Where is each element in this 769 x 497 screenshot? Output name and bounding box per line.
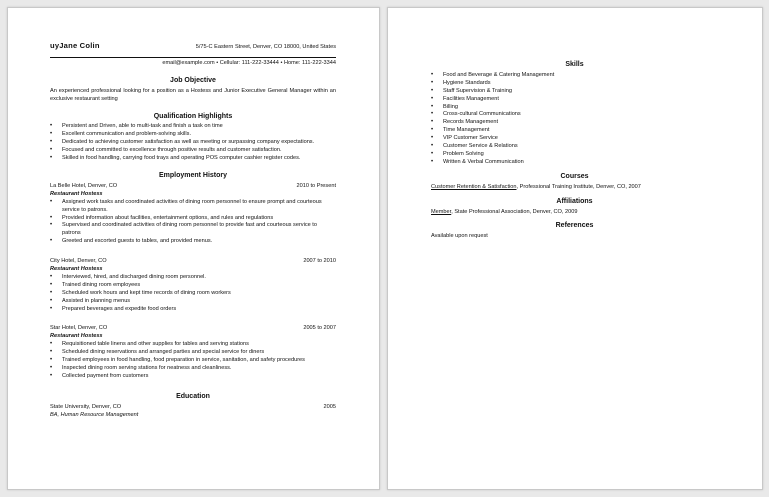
job-dates: 2010 to Present: [296, 182, 336, 189]
job-duties: [50, 199, 336, 246]
job-header: [50, 325, 336, 333]
duty-item: • Prepared beverages and expedite food orders: [50, 306, 336, 314]
job-header: [50, 258, 336, 266]
duty-item: • Provided information about facilities, entertainment options, and rules and regulations: [50, 215, 336, 223]
resume-page-2: [387, 7, 763, 490]
qualification-item: • Skilled in food handling, carrying food trays and operating POS computer cashier register codes.: [50, 155, 336, 163]
qualifications-list: [50, 123, 336, 163]
duty-item: • Interviewed, hired, and discharged dining room personnel.: [50, 274, 336, 282]
header-row: [50, 42, 336, 52]
skill-item: • Billing: [431, 104, 718, 112]
duty-item: • Supervised and coordinated activities of dining room personnel to provide fast and courteous service to patrons: [50, 222, 336, 238]
references-heading: References: [555, 222, 594, 230]
job-entry: [50, 325, 336, 380]
objective-heading: Job Objective: [170, 76, 216, 84]
job-place: Star Hotel, Denver, CO: [50, 325, 108, 332]
affiliations-heading: Affiliations: [556, 197, 593, 205]
skills-list: [431, 72, 718, 167]
skill-item: • Staff Supervision & Training: [431, 88, 718, 96]
qualifications-heading: Qualification Highlights: [153, 112, 233, 120]
duty-item: • Requisitioned table linens and other supplies for tables and serving stations: [50, 341, 336, 349]
objective-text: An experienced professional looking for a position as a Hostess and Junior Executive General Manager within an exclusive restaurant setting: [50, 87, 336, 102]
job-entry: [50, 258, 336, 313]
job-dates: 2007 to 2010: [303, 258, 336, 265]
education-heading: Education: [176, 392, 210, 400]
duty-item: • Trained employees in food handling, food preparation in service, sanitation, and safety procedures: [50, 357, 336, 365]
affiliation-entry: [431, 209, 718, 217]
skill-item: • Facilities Management: [431, 96, 718, 104]
affiliation-detail: , State Professional Association, Denver, CO, 2009: [451, 208, 578, 215]
qualification-item: • Dedicated to achieving customer satisfaction as well as meeting or surpassing company expectations.: [50, 139, 336, 147]
job-role: Restaurant Hostess: [50, 333, 103, 340]
skill-item: • Records Management: [431, 119, 718, 127]
course-entry: [431, 184, 718, 192]
job-duties: [50, 341, 336, 381]
skill-item: • VIP Customer Service: [431, 135, 718, 143]
job-place: La Belle Hotel, Denver, CO: [50, 182, 118, 189]
contact-line: email@example.com • Cellular: 111-222-33444 • Home: 111-222-3344: [162, 59, 336, 66]
duty-item: • Scheduled dining reservations and arranged parties and special service for diners: [50, 349, 336, 357]
skill-item: • Hygiene Standards: [431, 80, 718, 88]
job-header: [50, 183, 336, 191]
job-duties: [50, 274, 336, 314]
job-entry: [50, 183, 336, 246]
page-2-content: [431, 61, 718, 241]
duty-item: • Inspected dining room serving stations for neatness and cleanliness.: [50, 365, 336, 373]
skill-item: • Written & Verbal Communication: [431, 159, 718, 167]
education-year: 2005: [323, 403, 336, 410]
course-name: Customer Retention & Satisfaction: [431, 183, 517, 190]
duty-item: • Collected payment from customers: [50, 373, 336, 381]
duty-item: • Assigned work tasks and coordinated activities of dining room personnel to ensure prompt and courteous service to patrons.: [50, 199, 336, 215]
candidate-name: uyJane Colin: [50, 41, 100, 50]
skill-item: • Time Management: [431, 127, 718, 135]
skill-item: • Cross-cultural Communications: [431, 111, 718, 119]
qualification-item: • Excellent communication and problem-solving skills.: [50, 131, 336, 139]
skills-heading: Skills: [565, 61, 584, 68]
duty-item: • Assisted in planning menus: [50, 298, 336, 306]
references-text: Available upon request: [431, 233, 488, 240]
candidate-address: 5/75-C Eastern Street, Denver, CO 18000, United States: [195, 44, 336, 50]
duty-item: • Scheduled work hours and kept time records of dining room workers: [50, 290, 336, 298]
skill-item: • Food and Beverage & Catering Management: [431, 72, 718, 80]
job-place: City Hotel, Denver, CO: [50, 258, 107, 265]
qualification-item: • Persistent and Driven, able to multi-task and finish a task on time: [50, 123, 336, 131]
page-1-content: [50, 42, 336, 420]
skill-item: • Problem Solving: [431, 151, 718, 159]
job-role: Restaurant Hostess: [50, 266, 103, 273]
job-dates: 2005 to 2007: [303, 325, 336, 332]
employment-heading: Employment History: [158, 171, 228, 179]
duty-item: • Trained dining room employees: [50, 282, 336, 290]
qualification-item: • Focused and committed to excellence through positive results and customer satisfaction.: [50, 147, 336, 155]
header-divider: [50, 57, 336, 58]
courses-heading: Courses: [560, 172, 589, 180]
education-degree: BA, Human Resource Management: [50, 411, 139, 418]
education-row: [50, 404, 336, 412]
duty-item: • Greeted and escorted guests to tables, and provided menus.: [50, 238, 336, 246]
education-school: State University, Denver, CO: [50, 403, 122, 410]
skill-item: • Customer Service & Relations: [431, 143, 718, 151]
affiliation-role: Member: [431, 208, 452, 215]
job-role: Restaurant Hostess: [50, 190, 103, 197]
resume-page-1: [7, 7, 380, 490]
course-detail: , Professional Training Institute, Denver, CO, 2007: [516, 183, 641, 190]
